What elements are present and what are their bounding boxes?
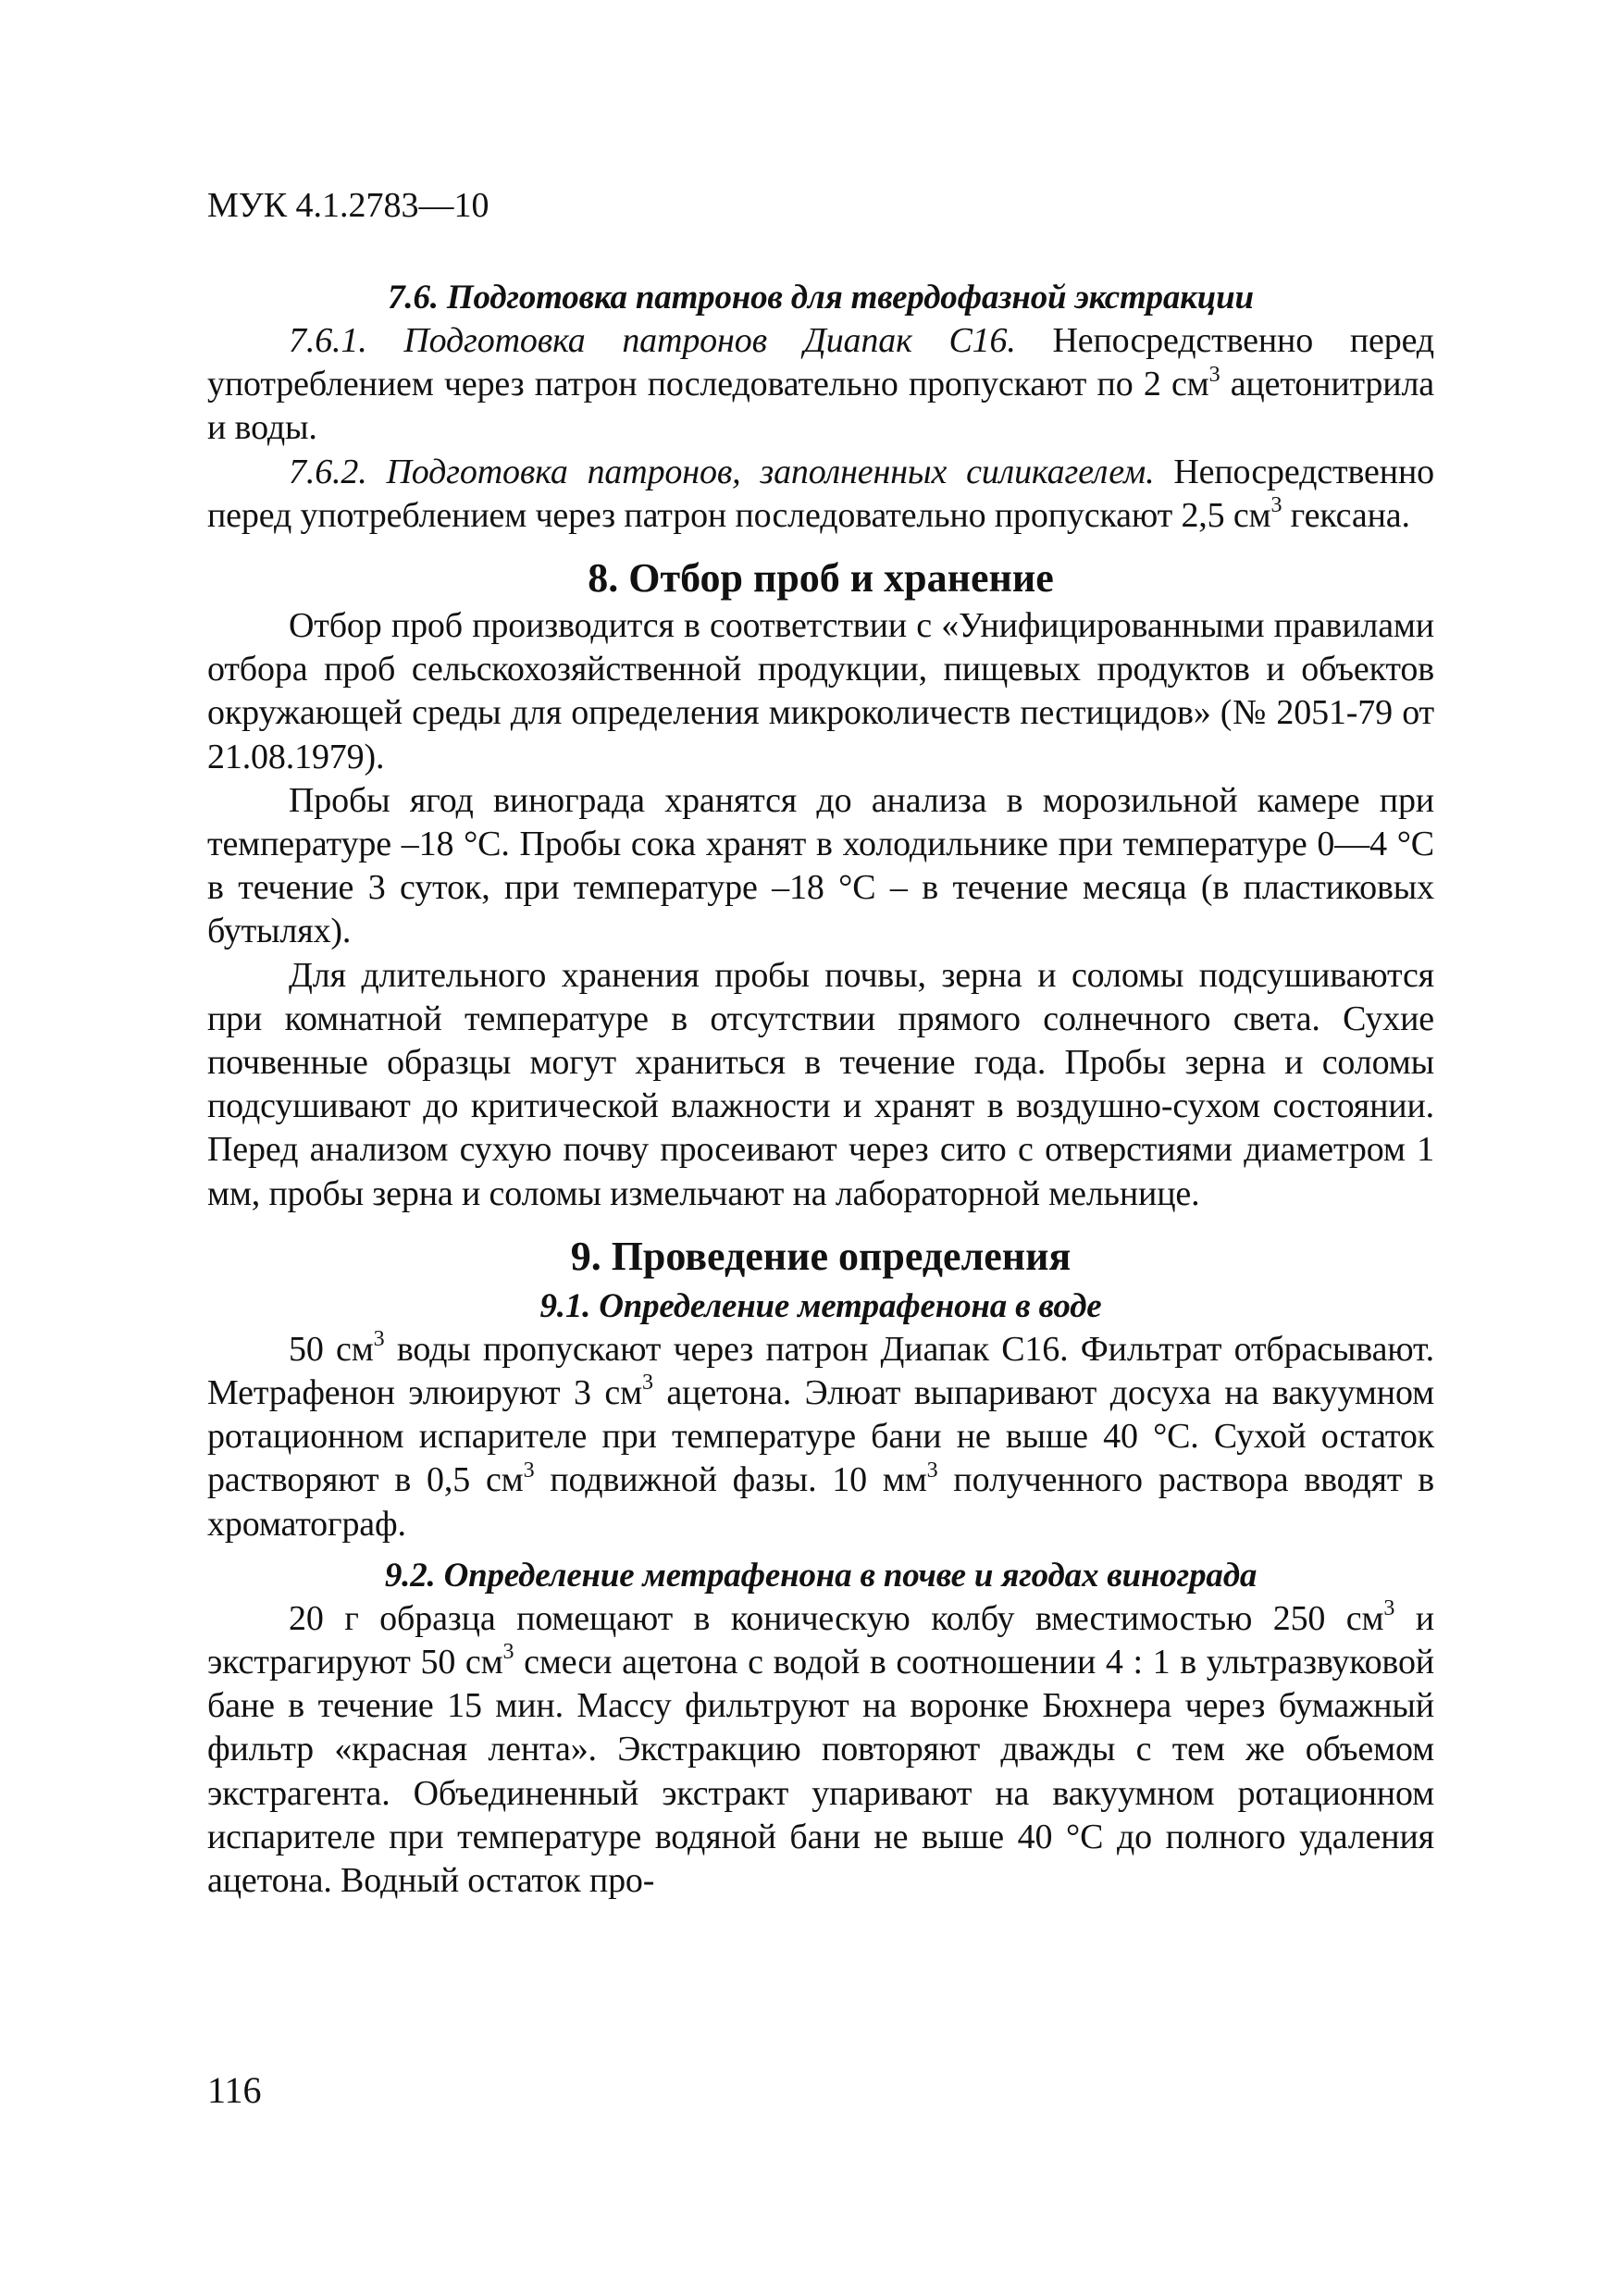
paragraph-7-6-1: 7.6.1. Подготовка патронов Диапак С16. Непосредственно перед употреблением через патрон последовательно пропускают по 2 $см^3$ ацетонитрила и воды.	[207, 321, 1434, 448]
paragraph: Пробы ягод винограда хранятся до анализа в морозильной камере при температуре –18 °С. Пробы сока хранят в холодильнике при температуре 0—4 °С в течение 3 суток, при температуре –18 °С – в течение месяца (в пластиковых бутылях).	[207, 780, 1434, 951]
section-9-heading: 9. Проведение определения	[570, 1233, 1072, 1279]
paragraph-7-6-2: 7.6.2. Подготовка патронов, заполненных силикагелем. Непосредственно перед употреблением через патрон последовательно пропускают 2,5 $см^3$ гексана.	[207, 452, 1434, 535]
section-9-2-heading: 9.2. Определение метрафенона в почве и ягодах винограда	[384, 1556, 1258, 1595]
document-code: МУК 4.1.2783—10	[207, 186, 489, 225]
paragraph-label: 7.6.2. Подготовка патронов, заполненных силикагелем.	[289, 452, 1155, 491]
paragraph: Для длительного хранения пробы почвы, зерна и соломы подсушиваются при комнатной температуре в отсутствии прямого солнечного света. Сухие почвенные образцы могут храниться в течение года. Пробы зерна и соломы подсушивают до критической влажности и хранят в воздушно-сухом состоянии. Перед анализом сухую почву просеивают через сито с отверстиями диаметром 1 мм, пробы зерна и соломы измельчают на лабораторной мельнице.	[207, 955, 1434, 1213]
paragraph-label: 7.6.1. Подготовка патронов Диапак С16.	[289, 321, 1016, 360]
paragraph: Отбор проб производится в соответствии с «Унифицированными правилами отбора проб сельскохозяйственной продукции, пищевых продуктов и объектов окружающей среды для определения микроколичеств пестицидов» (№ 2051-79 от 21.08.1979).	[207, 606, 1434, 776]
page-number: 116	[207, 2069, 262, 2111]
paragraph-9-2: 20 г образца помещают в коническую колбу вместимостью 250 $см^3$ и экстрагируют 50 $см^3$ смеси ацетона с водой в соотношении 4 : 1 в ультразвуковой бане в течение 15 мин. Массу фильтруют на воронке Бюхнера через бумажный фильтр «красная лента». Экстракцию повторяют дважды с тем же объемом экстрагента. Объединенный экстракт упаривают на вакуумном ротационном испарителе при температуре водяной бани не выше 40 °С до полного удаления ацетона. Водный остаток про-	[207, 1596, 1434, 1901]
paragraph-9-1: 50 $см^3$ воды пропускают через патрон Диапак С16. Фильтрат отбрасывают. Метрафенон элюируют 3 $см^3$ ацетона. Элюат выпаривают досуха на вакуумном ротационном испарителе при температуре бани не выше 40 °С. Сухой остаток растворяют в 0,5 $см^3$ подвижной фазы. 10 $мм^3$ полученного раствора вводят в хроматограф.	[207, 1327, 1435, 1544]
section-8-heading: 8. Отбор проб и хранение	[588, 555, 1054, 602]
section-7-6-heading: 7.6. Подготовка патронов для твердофазной экстракции	[388, 279, 1254, 316]
page-content	[207, 276, 1434, 1903]
section-9-1-heading: 9.1. Определение метрафенона в воде	[539, 1286, 1102, 1325]
